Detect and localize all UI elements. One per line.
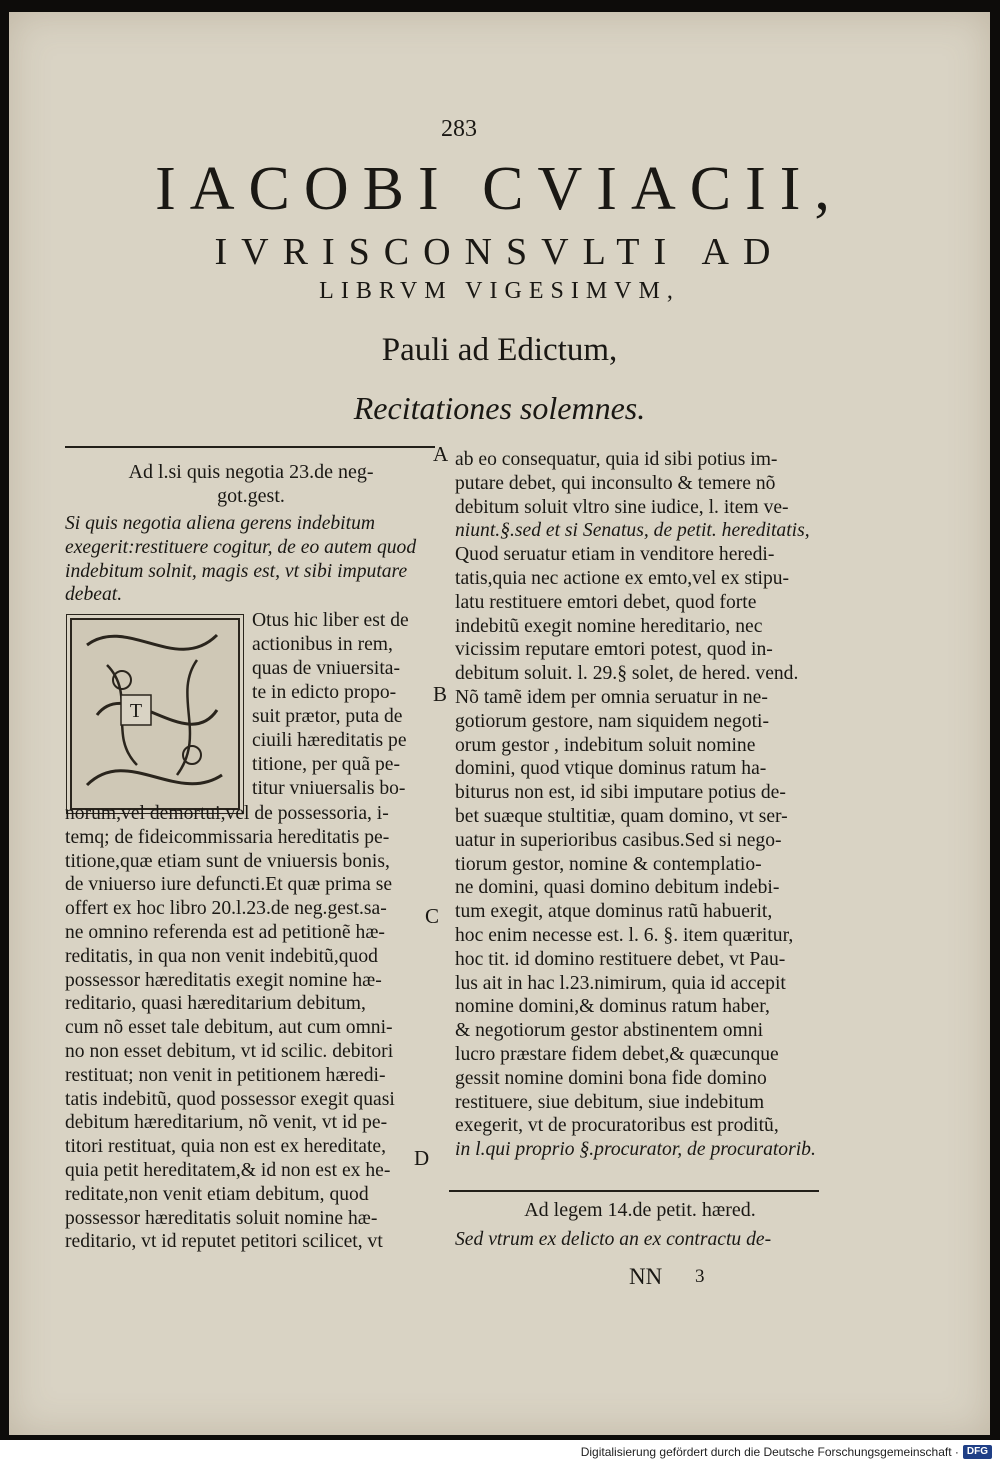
text-line: Nõ tamẽ idem per omnia seruatur in ne- xyxy=(455,686,768,708)
text-line: Quod seruatur etiam in venditore heredi- xyxy=(455,544,775,566)
margin-marker: A xyxy=(433,442,449,466)
footer-text: Digitalisierung gefördert durch die Deutsche Forschungsgemeinschaft · xyxy=(580,1445,959,1459)
left-column-rule xyxy=(65,446,435,448)
section-title-line: Ad l.si quis negotia 23.de neg- xyxy=(128,461,374,483)
initial-letter: T xyxy=(129,700,143,722)
text-line: norum,vel demortui,vel de possessoria, i- xyxy=(65,803,389,824)
margin-marker: B xyxy=(433,682,448,706)
text-line: ne omnino referenda est ad petitionẽ hæ- xyxy=(65,921,385,943)
text-line: tatis indebitũ, quod possessor exegit quasi xyxy=(65,1088,395,1110)
text-line: tum exegit, atque dominus ratũ habuerit, xyxy=(455,901,773,923)
book-page xyxy=(9,12,990,1435)
text-line: titori restituat, quia non est ex hereditate, xyxy=(65,1136,387,1158)
text-line: reditario, vt id reputet petitori scilicet, vt xyxy=(65,1231,383,1253)
heading-subtitle: Recitationes solemnes. xyxy=(353,390,646,426)
text-line: Otus hic liber est de xyxy=(252,610,409,631)
text-line: latu restituere emtori debet, quod forte xyxy=(455,591,757,613)
summary-line: indebitum solnit, magis est, vt sibi imputare xyxy=(65,560,408,582)
text-line: gessit nomine domini bona fide domino xyxy=(455,1067,767,1089)
text-line: bet suæque stultitiæ, quam domino, vt ser- xyxy=(455,805,788,827)
text-line: quas de vniuersita- xyxy=(252,658,400,679)
text-line: titione,quæ etiam sunt de vniuersis bonis, xyxy=(65,850,390,872)
text-line: no non esset debitum, vt id scilic. debitori xyxy=(65,1040,394,1062)
text-line: de vniuerso iure defuncti.Et quæ prima se xyxy=(65,874,393,896)
text-line: domini, quod vtique dominus ratum ha- xyxy=(455,758,767,780)
text-line: vicissim reputare emtori potest, quod in- xyxy=(455,639,773,661)
text-line: hoc enim necesse est. l. 6. §. item quæritur, xyxy=(455,924,794,946)
text-line: restituere, siue debitum, siue indebitum xyxy=(455,1091,765,1113)
text-line: exegerit, vt de procuratoribus est proditũ, xyxy=(455,1115,779,1137)
text-line: actionibus in rem, xyxy=(252,634,393,655)
left-body xyxy=(65,802,440,1254)
text-line: biturus non est, id sibi imputare potius de- xyxy=(455,782,786,804)
text-line: tiorum gestor, nomine & contemplatio- xyxy=(455,853,762,875)
page-number: 283 xyxy=(441,116,477,142)
text-line: Sed vtrum ex delicto an ex contractu de- xyxy=(455,1229,772,1250)
text-line: quia petit hereditatem,& id non est ex he- xyxy=(65,1159,391,1181)
left-column xyxy=(65,452,437,607)
margin-marker: D xyxy=(414,1146,430,1170)
catchword: NN xyxy=(629,1264,663,1289)
ornament-icon xyxy=(67,615,243,813)
right-section-end xyxy=(455,1198,825,1252)
text-line: restituat; non venit in petitionem hæredi- xyxy=(65,1064,386,1086)
text-line: debitum hæreditarium, nõ venit, vt id pe- xyxy=(65,1112,388,1134)
summary-line: debeat. xyxy=(65,584,123,606)
text-line: debitum soluit. l. 29.§ solet, de hered. vend. xyxy=(455,663,799,685)
signature-mark: 3 xyxy=(695,1266,705,1287)
text-line: ab eo consequatur, quia id sibi potius im- xyxy=(455,449,778,470)
text-line: debitum soluit vltro sine iudice, l. item ve- xyxy=(455,496,789,518)
section-title-line: got.gest. xyxy=(217,485,285,507)
heading-work: Pauli ad Edictum, xyxy=(381,332,618,368)
decorated-initial xyxy=(66,614,244,814)
text-line: reditario, quasi hæreditarium debitum, xyxy=(65,993,366,1015)
heading-title: IVRISCONSVLTI AD xyxy=(214,231,785,273)
text-line: indebitũ exegit nomine hereditario, nec xyxy=(455,615,763,637)
text-line: possessor hæreditatis exegit nomine hæ- xyxy=(65,969,382,991)
text-line: offert ex hoc libro 20.l.23.de neg.gest.sa- xyxy=(65,898,387,920)
section-title: Ad legem 14.de petit. hæred. xyxy=(524,1199,756,1221)
right-column-rule xyxy=(449,1190,819,1192)
text-line: orum gestor , indebitum soluit nomine xyxy=(455,734,756,756)
text-line: uatur in superioribus casibus.Sed si nego- xyxy=(455,829,782,851)
text-line: reditate,non venit etiam debitum, quod xyxy=(65,1183,369,1205)
heading-author: IACOBI CVIACII, xyxy=(155,155,844,223)
text-line: titur vniuersalis bo- xyxy=(252,778,406,799)
text-line: tatis,quia nec actione ex emto,vel ex stipu- xyxy=(455,567,790,589)
text-line: te in edicto propo- xyxy=(252,682,397,703)
text-line: reditatis, in qua non venit indebitũ,quod xyxy=(65,945,378,967)
text-line: niunt.§.sed et si Senatus, de petit. hereditatis, xyxy=(455,520,810,542)
text-line: titione, per quã pe- xyxy=(252,754,400,775)
text-line: lus ait in hac l.23.nimirum, quia id accepit xyxy=(455,972,786,994)
text-line: temq; de fideicommissaria hereditatis pe- xyxy=(65,826,390,848)
text-line: putare debet, qui inconsulto & temere nõ xyxy=(455,472,776,494)
summary-line: exegerit:restituere cogitur, de eo autem quod xyxy=(65,536,417,558)
text-line: gotiorum gestore, nam siquidem negoti- xyxy=(455,710,769,732)
text-line: lucro præstare fidem debet,& quæcunque xyxy=(455,1043,779,1065)
summary-line: Si quis negotia aliena gerens indebitum xyxy=(65,513,376,534)
margin-marker: C xyxy=(425,904,440,928)
heading-book: LIBRVM VIGESIMVM, xyxy=(319,278,680,304)
right-column xyxy=(455,448,825,1162)
dfg-logo: DFG xyxy=(963,1445,992,1459)
text-line: ciuili hæreditatis pe xyxy=(252,730,407,751)
text-line: & negotiorum gestor abstinentem omni xyxy=(455,1020,764,1042)
text-line: in l.qui proprio §.procurator, de procuratorib. xyxy=(455,1139,816,1161)
text-line: nomine domini,& dominus ratum haber, xyxy=(455,996,770,1018)
text-line: cum nõ esset tale debitum, aut cum omni- xyxy=(65,1017,393,1039)
text-line: possessor hæreditatis soluit nomine hæ- xyxy=(65,1207,378,1229)
text-line: hoc tit. id domino restituere debet, vt Pau- xyxy=(455,948,786,970)
footer-credit xyxy=(581,1443,992,1461)
text-line: ne domini, quasi domino debitum indebi- xyxy=(455,877,780,899)
text-line: suit prætor, puta de xyxy=(252,706,403,727)
